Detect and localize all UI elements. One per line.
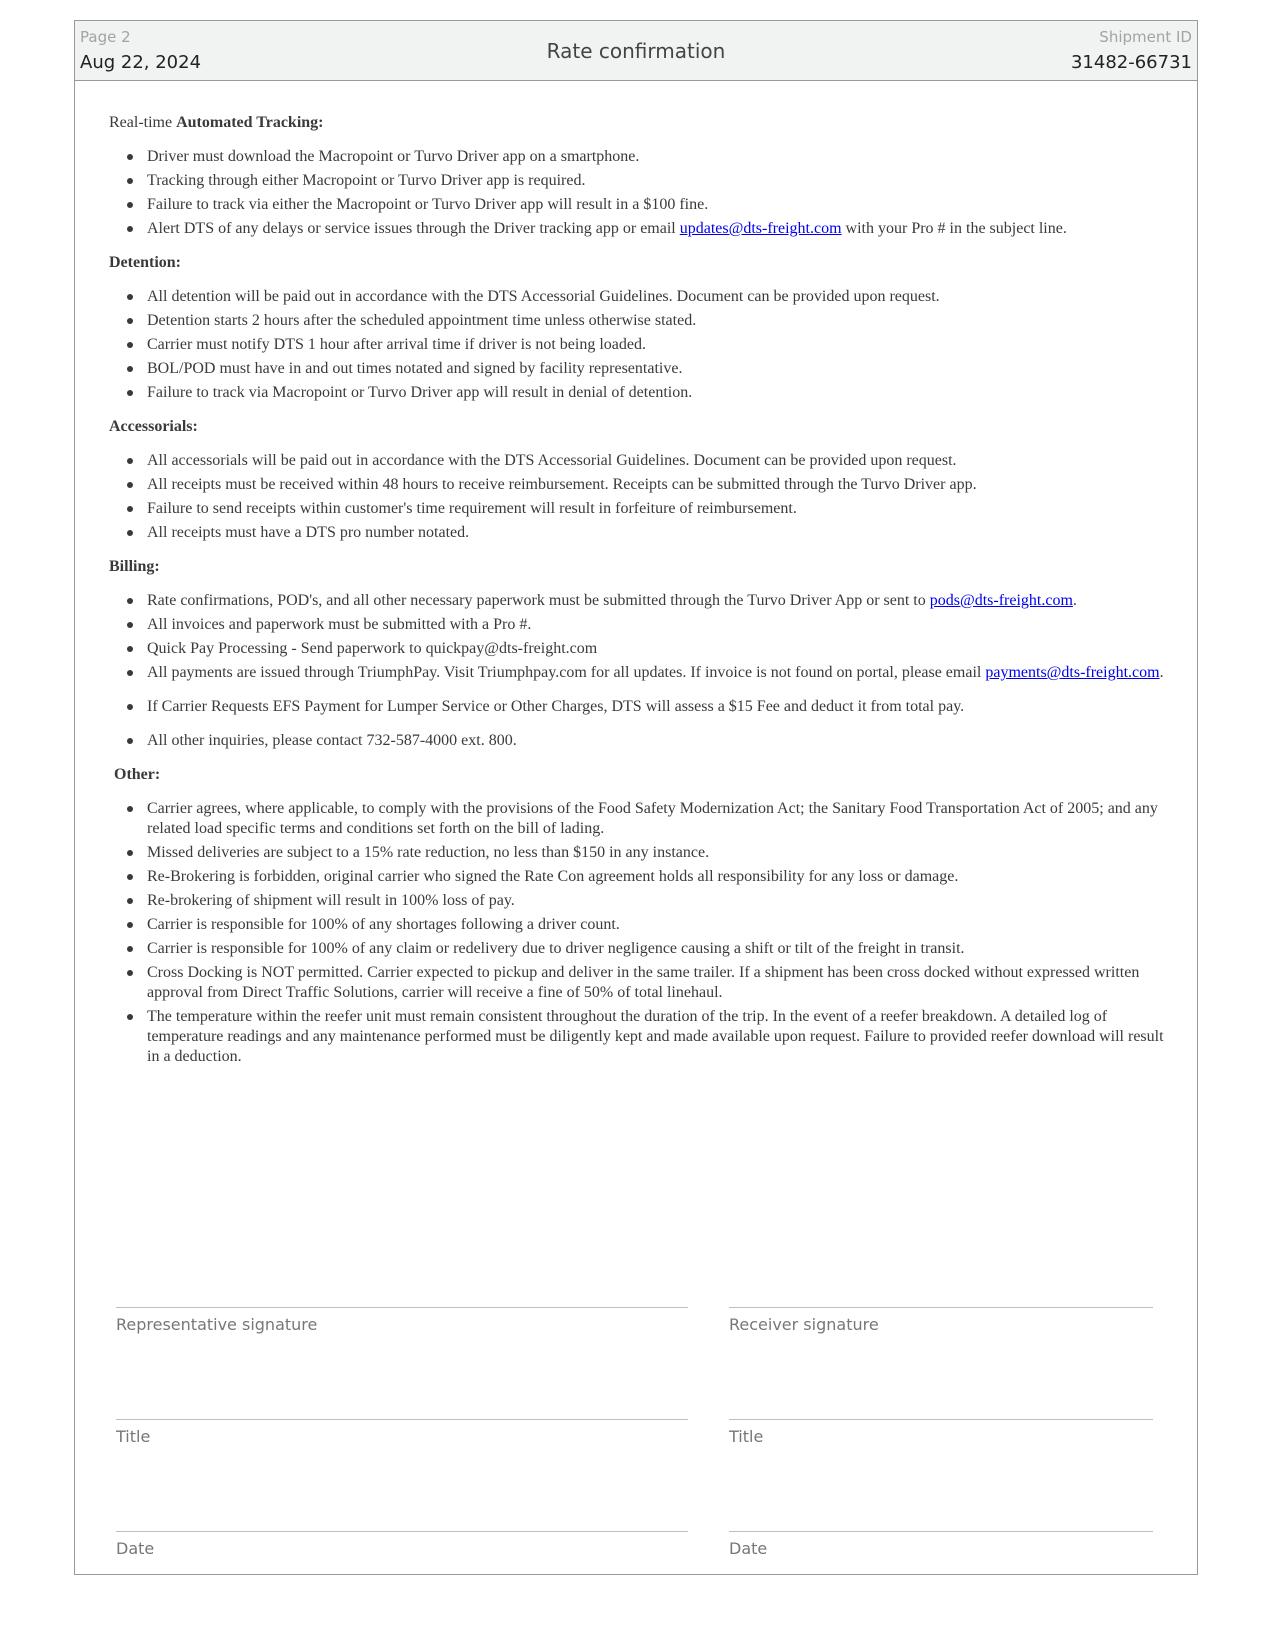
list-item [147,219,1169,239]
payments-email-link[interactable]: payments@dts-freight.com [985,664,1160,681]
shipment-id-label: Shipment ID [1099,28,1192,46]
document-date: Aug 22, 2024 [80,52,202,73]
representative-title-field[interactable]: Title [116,1419,688,1446]
other-list [109,799,1169,1067]
billing-heading [109,557,1169,577]
accessorials-heading [109,417,1169,437]
pods-email-link[interactable]: pods@dts-freight.com [929,592,1073,609]
receiver-date-field[interactable]: Date [729,1531,1153,1558]
accessorials-heading-text: Accessorials: [109,418,198,435]
list-item: If Carrier Requests EFS Payment for Lumper Service or Other Charges, DTS will assess a $15 Fee and deduct it from total pay. [147,697,1169,717]
receiver-signature-field[interactable]: Receiver signature [729,1307,1153,1334]
representative-date-field[interactable]: Date [116,1531,688,1558]
list-item: Detention starts 2 hours after the scheduled appointment time unless otherwise stated. [147,311,1169,331]
list-item: The temperature within the reefer unit must remain consistent throughout the duration of the trip. In the event of a reefer breakdown. A detailed log of temperature readings and any maintenance performed must be diligently kept and made available upon request. Failure to provided reefer download will result in a deduction. [147,1007,1169,1067]
accessorials-list [109,451,1169,543]
list-item: All accessorials will be paid out in accordance with the DTS Accessorial Guidelines. Document can be provided upon request. [147,451,1169,471]
detention-list [109,287,1169,403]
tracking-heading-bold: Automated Tracking: [176,114,324,131]
list-item: All detention will be paid out in accordance with the DTS Accessorial Guidelines. Document can be provided upon request. [147,287,1169,307]
list-item: Carrier agrees, where applicable, to comply with the provisions of the Food Safety Modernization Act; the Sanitary Food Transportation Act of 2005; and any related load specific terms and conditions set forth on the bill of lading. [147,799,1169,839]
billing-item-text: Rate confirmations, POD's, and all other necessary paperwork must be submitted through the Turvo Driver App or sent to [147,592,930,609]
document-title: Rate confirmation [546,39,726,63]
list-item: Cross Docking is NOT permitted. Carrier expected to pickup and deliver in the same trailer. If a shipment has been cross docked without expressed written approval from Direct Traffic Solutions, carrier will receive a fine of 50% of total linehaul. [147,963,1169,1003]
list-item [147,663,1169,683]
representative-signature-field[interactable]: Representative signature [116,1307,688,1334]
list-item: Failure to track via either the Macropoint or Turvo Driver app will result in a $100 fine. [147,195,1169,215]
receiver-title-field[interactable]: Title [729,1419,1153,1446]
alert-text-end: with your Pro # in the subject line. [841,220,1067,237]
list-item: All invoices and paperwork must be submitted with a Pro #. [147,615,1169,635]
document-page [74,20,1198,1575]
shipment-id-value: 31482-66731 [1070,52,1192,73]
billing-heading-text: Billing: [109,558,160,575]
billing-list [109,591,1169,751]
alert-text: Alert DTS of any delays or service issues through the Driver tracking app or email [147,220,680,237]
detention-heading-text: Detention: [109,254,181,271]
page-header [75,21,1197,81]
list-item: Quick Pay Processing - Send paperwork to quickpay@dts-freight.com [147,639,1169,659]
list-item: Tracking through either Macropoint or Turvo Driver app is required. [147,171,1169,191]
tracking-list [109,147,1169,239]
list-item: Driver must download the Macropoint or Turvo Driver app on a smartphone. [147,147,1169,167]
list-item: All other inquiries, please contact 732-587-4000 ext. 800. [147,731,1169,751]
page-number-label: Page 2 [80,28,131,46]
list-item: All receipts must have a DTS pro number notated. [147,523,1169,543]
list-item: Carrier is responsible for 100% of any shortages following a driver count. [147,915,1169,935]
list-item: Failure to send receipts within customer's time requirement will result in forfeiture of reimbursement. [147,499,1169,519]
tracking-heading [109,113,1169,133]
list-item: Missed deliveries are subject to a 15% rate reduction, no less than $150 in any instance. [147,843,1169,863]
detention-heading [109,253,1169,273]
other-heading [109,765,1169,785]
billing-item-end: . [1072,592,1077,609]
list-item: Re-Brokering is forbidden, original carrier who signed the Rate Con agreement holds all responsibility for any loss or damage. [147,867,1169,887]
list-item: Carrier is responsible for 100% of any claim or redelivery due to driver negligence causing a shift or tilt of the freight in transit. [147,939,1169,959]
other-heading-text: Other: [114,766,161,783]
terms-content [109,113,1169,1081]
list-item: All receipts must be received within 48 hours to receive reimbursement. Receipts can be submitted through the Turvo Driver app. [147,475,1169,495]
billing-item-text: All payments are issued through TriumphPay. Visit Triumphpay.com for all updates. If invoice is not found on portal, please email [147,664,986,681]
tracking-heading-prefix: Real-time [109,114,177,131]
updates-email-link[interactable]: updates@dts-freight.com [679,220,842,237]
list-item: Re-brokering of shipment will result in 100% loss of pay. [147,891,1169,911]
billing-item-end: . [1159,664,1164,681]
list-item [147,591,1169,611]
list-item: Failure to track via Macropoint or Turvo Driver app will result in denial of detention. [147,383,1169,403]
list-item: Carrier must notify DTS 1 hour after arrival time if driver is not being loaded. [147,335,1169,355]
list-item: BOL/POD must have in and out times notated and signed by facility representative. [147,359,1169,379]
